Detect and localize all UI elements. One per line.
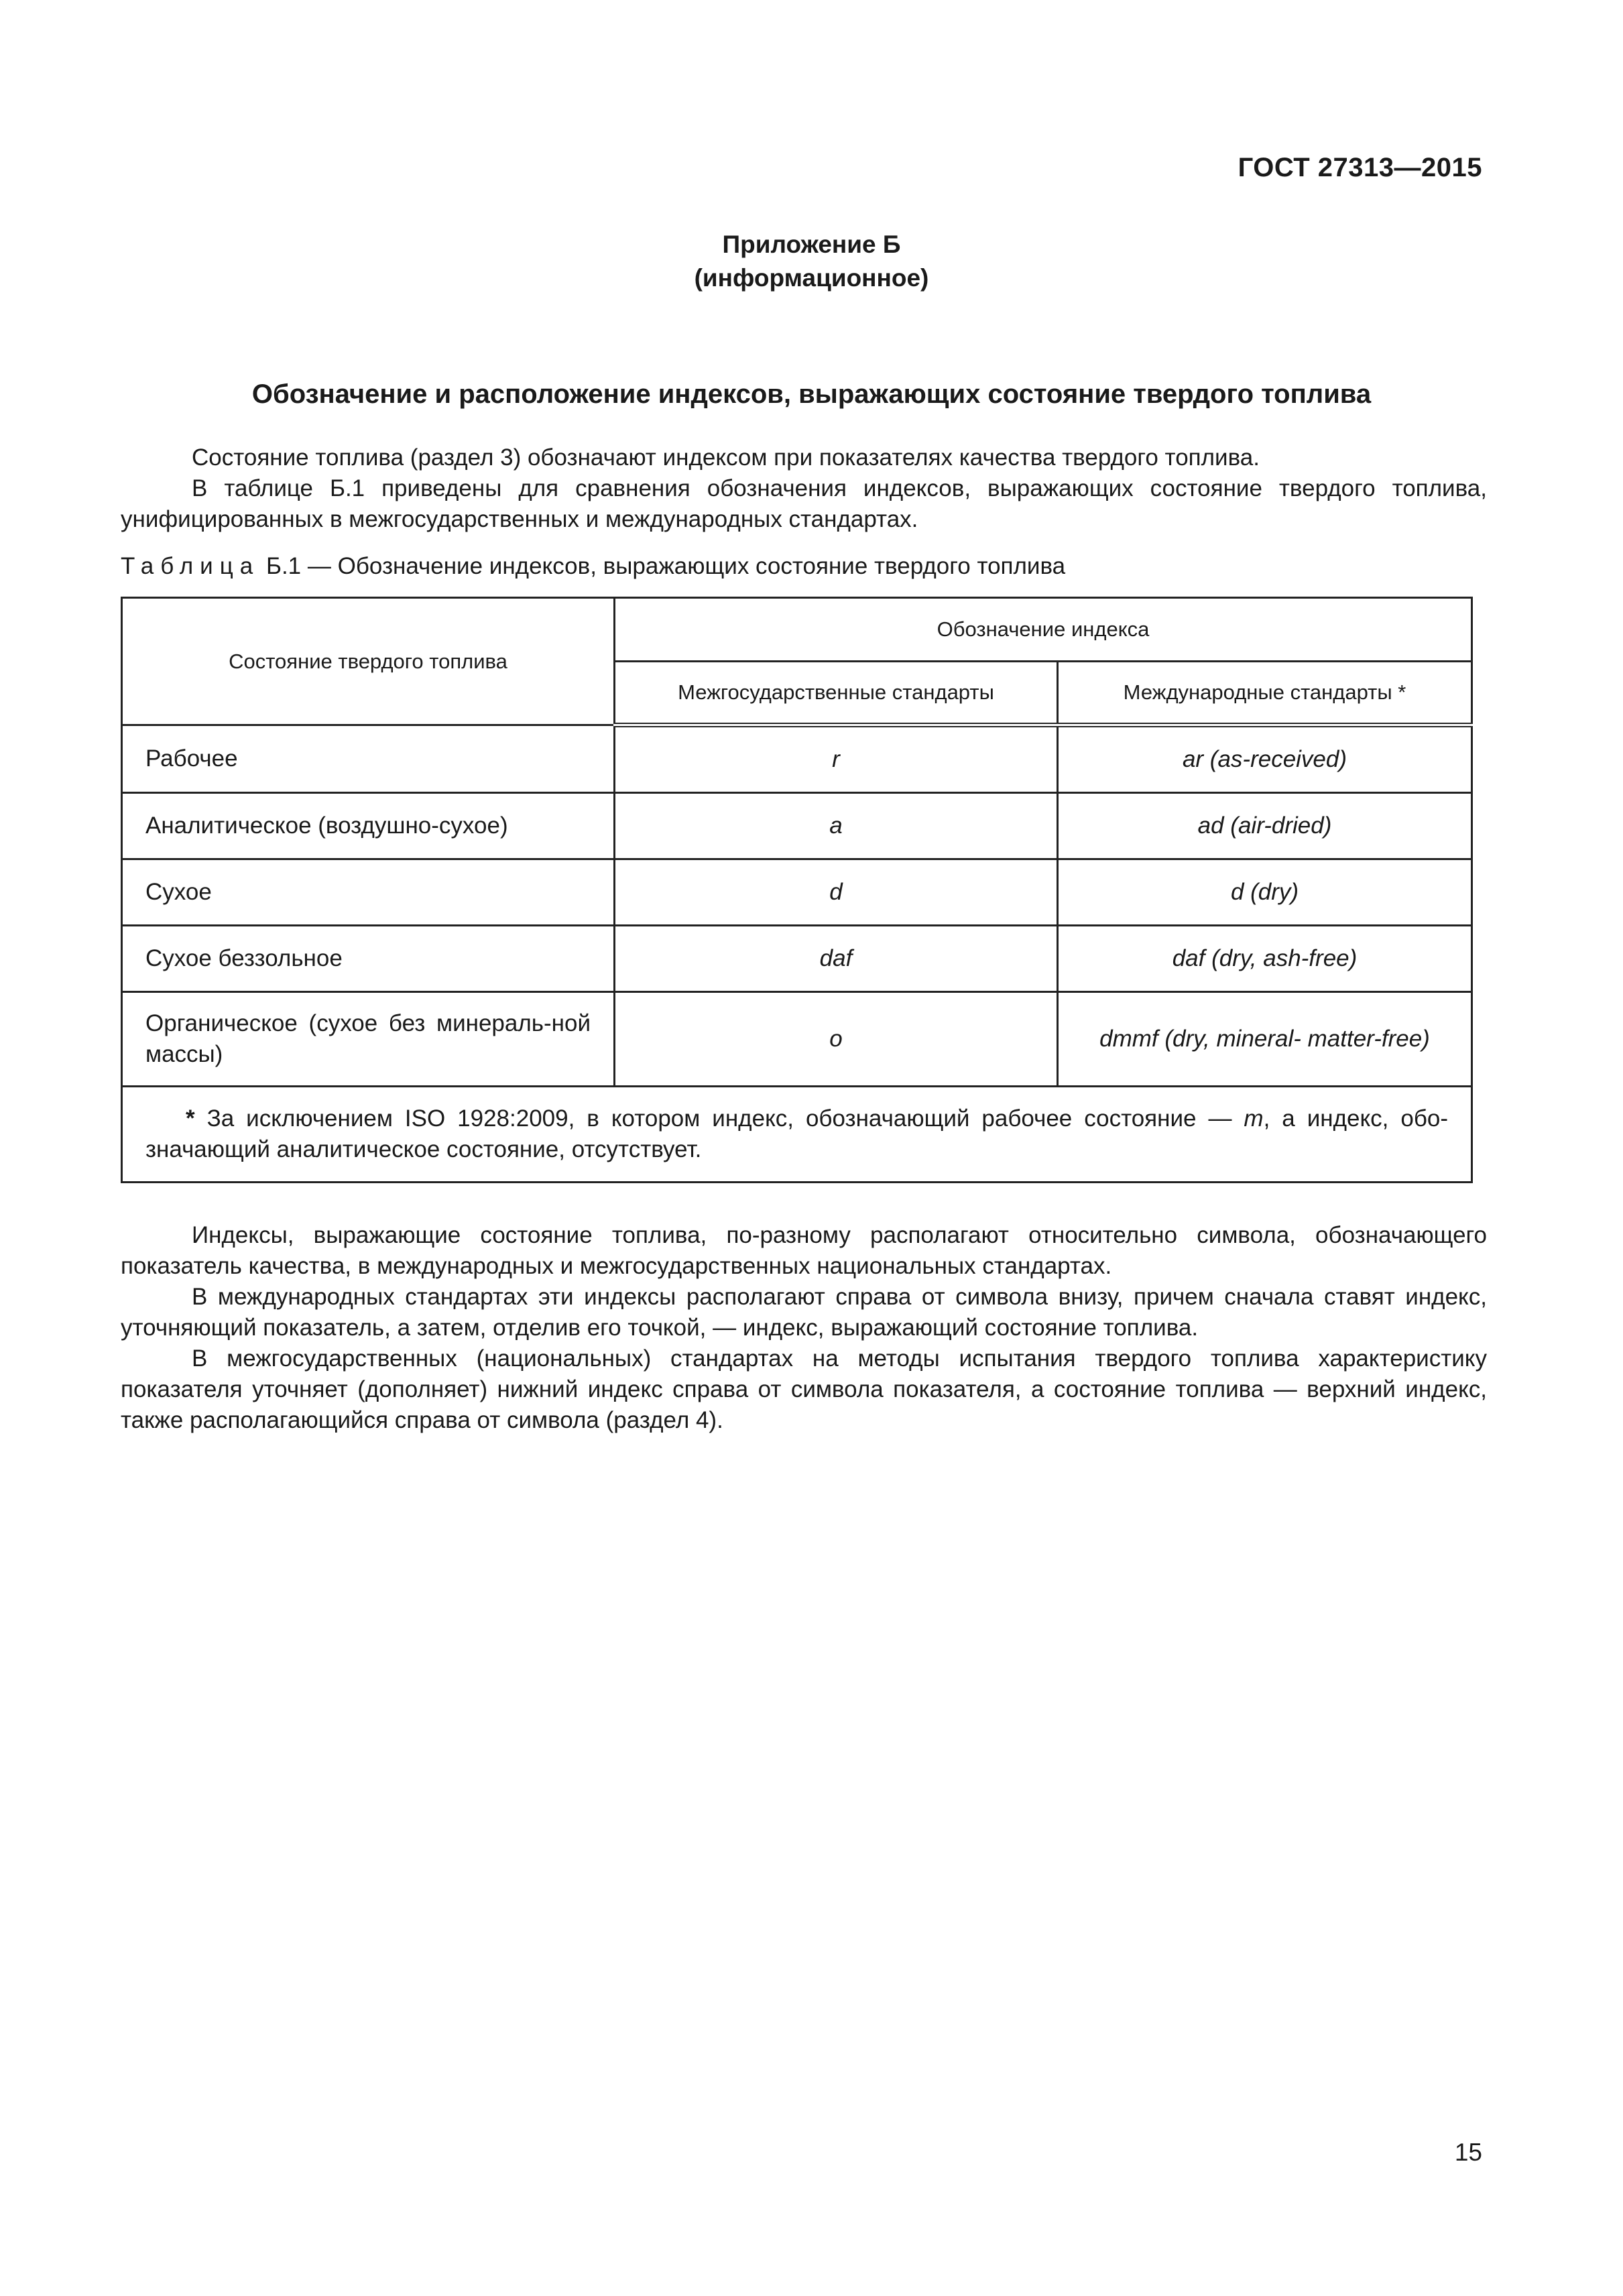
footnote-text [145,1103,1448,1165]
cell-interstate: daf [615,926,1058,992]
appendix-title: Приложение Б [722,231,901,258]
cell-interstate: a [615,793,1058,859]
intro-paragraph: Состояние топлива (раздел 3) обозначают индексом при показателях качества твердого топлива. [192,444,1260,471]
cell-interstate: o [615,992,1058,1087]
body-text [121,1220,1487,1436]
cell-state: Рабочее [122,725,615,793]
table-row [122,859,1472,926]
cell-international: daf (dry, ash-free) [1058,926,1472,992]
cell-international: ar (as-received) [1058,725,1472,793]
footnote-index: m [1244,1105,1264,1132]
table-caption-text: — Обозначение индексов, выражающих состояние твердого топлива [307,553,1066,579]
header-state: Состояние твердого топлива [122,598,615,725]
cell-state: Органическое (сухое без минераль-ной массы) [122,992,615,1087]
table-caption-label: Таблица [121,553,260,579]
cell-interstate: d [615,859,1058,926]
body-paragraph: Индексы, выражающие состояние топлива, по-разному располагают относительно символа, обозначающего показатель качества, в международных и межгосударственных национальных стандартах. [121,1222,1487,1279]
table-footnote-row [122,1087,1472,1183]
table-row [122,926,1472,992]
table-caption-number: Б.1 [265,553,302,579]
page-number: 15 [1454,2138,1482,2166]
cell-international: d (dry) [1058,859,1472,926]
table-header-row [122,598,1472,662]
table-caption [121,553,1065,580]
table-footnote [122,1087,1472,1183]
document-code: ГОСТ 27313—2015 [1238,153,1482,182]
table-row [122,992,1472,1087]
header-international: Международные стандарты * [1058,662,1472,725]
cell-state: Аналитическое (воздушно-сухое) [122,793,615,859]
header-interstate: Межгосударственные стандарты [615,662,1058,725]
body-paragraph: В межгосударственных (национальных) стандартах на методы испытания твердого топлива характеристику показателя уточняет (дополняет) нижний индекс справа от символа показателя, а состояние топлива — верхний индекс, также располагающийся справа от символа (раздел 4). [121,1345,1487,1433]
appendix-heading [0,228,1623,295]
cell-international: dmmf (dry, mineral- matter-free) [1058,992,1472,1087]
cell-state: Сухое беззольное [122,926,615,992]
table-row [122,725,1472,793]
cell-international: ad (air-dried) [1058,793,1472,859]
footnote-after: , а индекс, обо-значающий аналитическое состояние, отсутствует. [145,1105,1448,1162]
table-row [122,793,1472,859]
footnote-star: * [186,1105,195,1132]
section-title: Обозначение и расположение индексов, выражающих состояние твердого топлива [251,379,1372,409]
index-table [121,597,1473,1183]
body-paragraph: В международных стандартах эти индексы располагают справа от символа внизу, причем сначала ставят индекс, уточняющий показатель, а затем, отделив его точкой, — индекс, выражающий состояние топлива. [121,1284,1487,1341]
intro-text [121,442,1487,535]
cell-interstate: r [615,725,1058,793]
header-index: Обозначение индекса [615,598,1472,662]
appendix-subtitle: (информационное) [694,264,929,292]
footnote-before: За исключением ISO 1928:2009, в котором индекс, обозначающий рабочее состояние — [206,1105,1232,1132]
intro-paragraph: В таблице Б.1 приведены для сравнения обозначения индексов, выражающих состояние твердого топлива, унифицированных в межгосударственных и международных стандартах. [121,475,1487,532]
cell-state: Сухое [122,859,615,926]
